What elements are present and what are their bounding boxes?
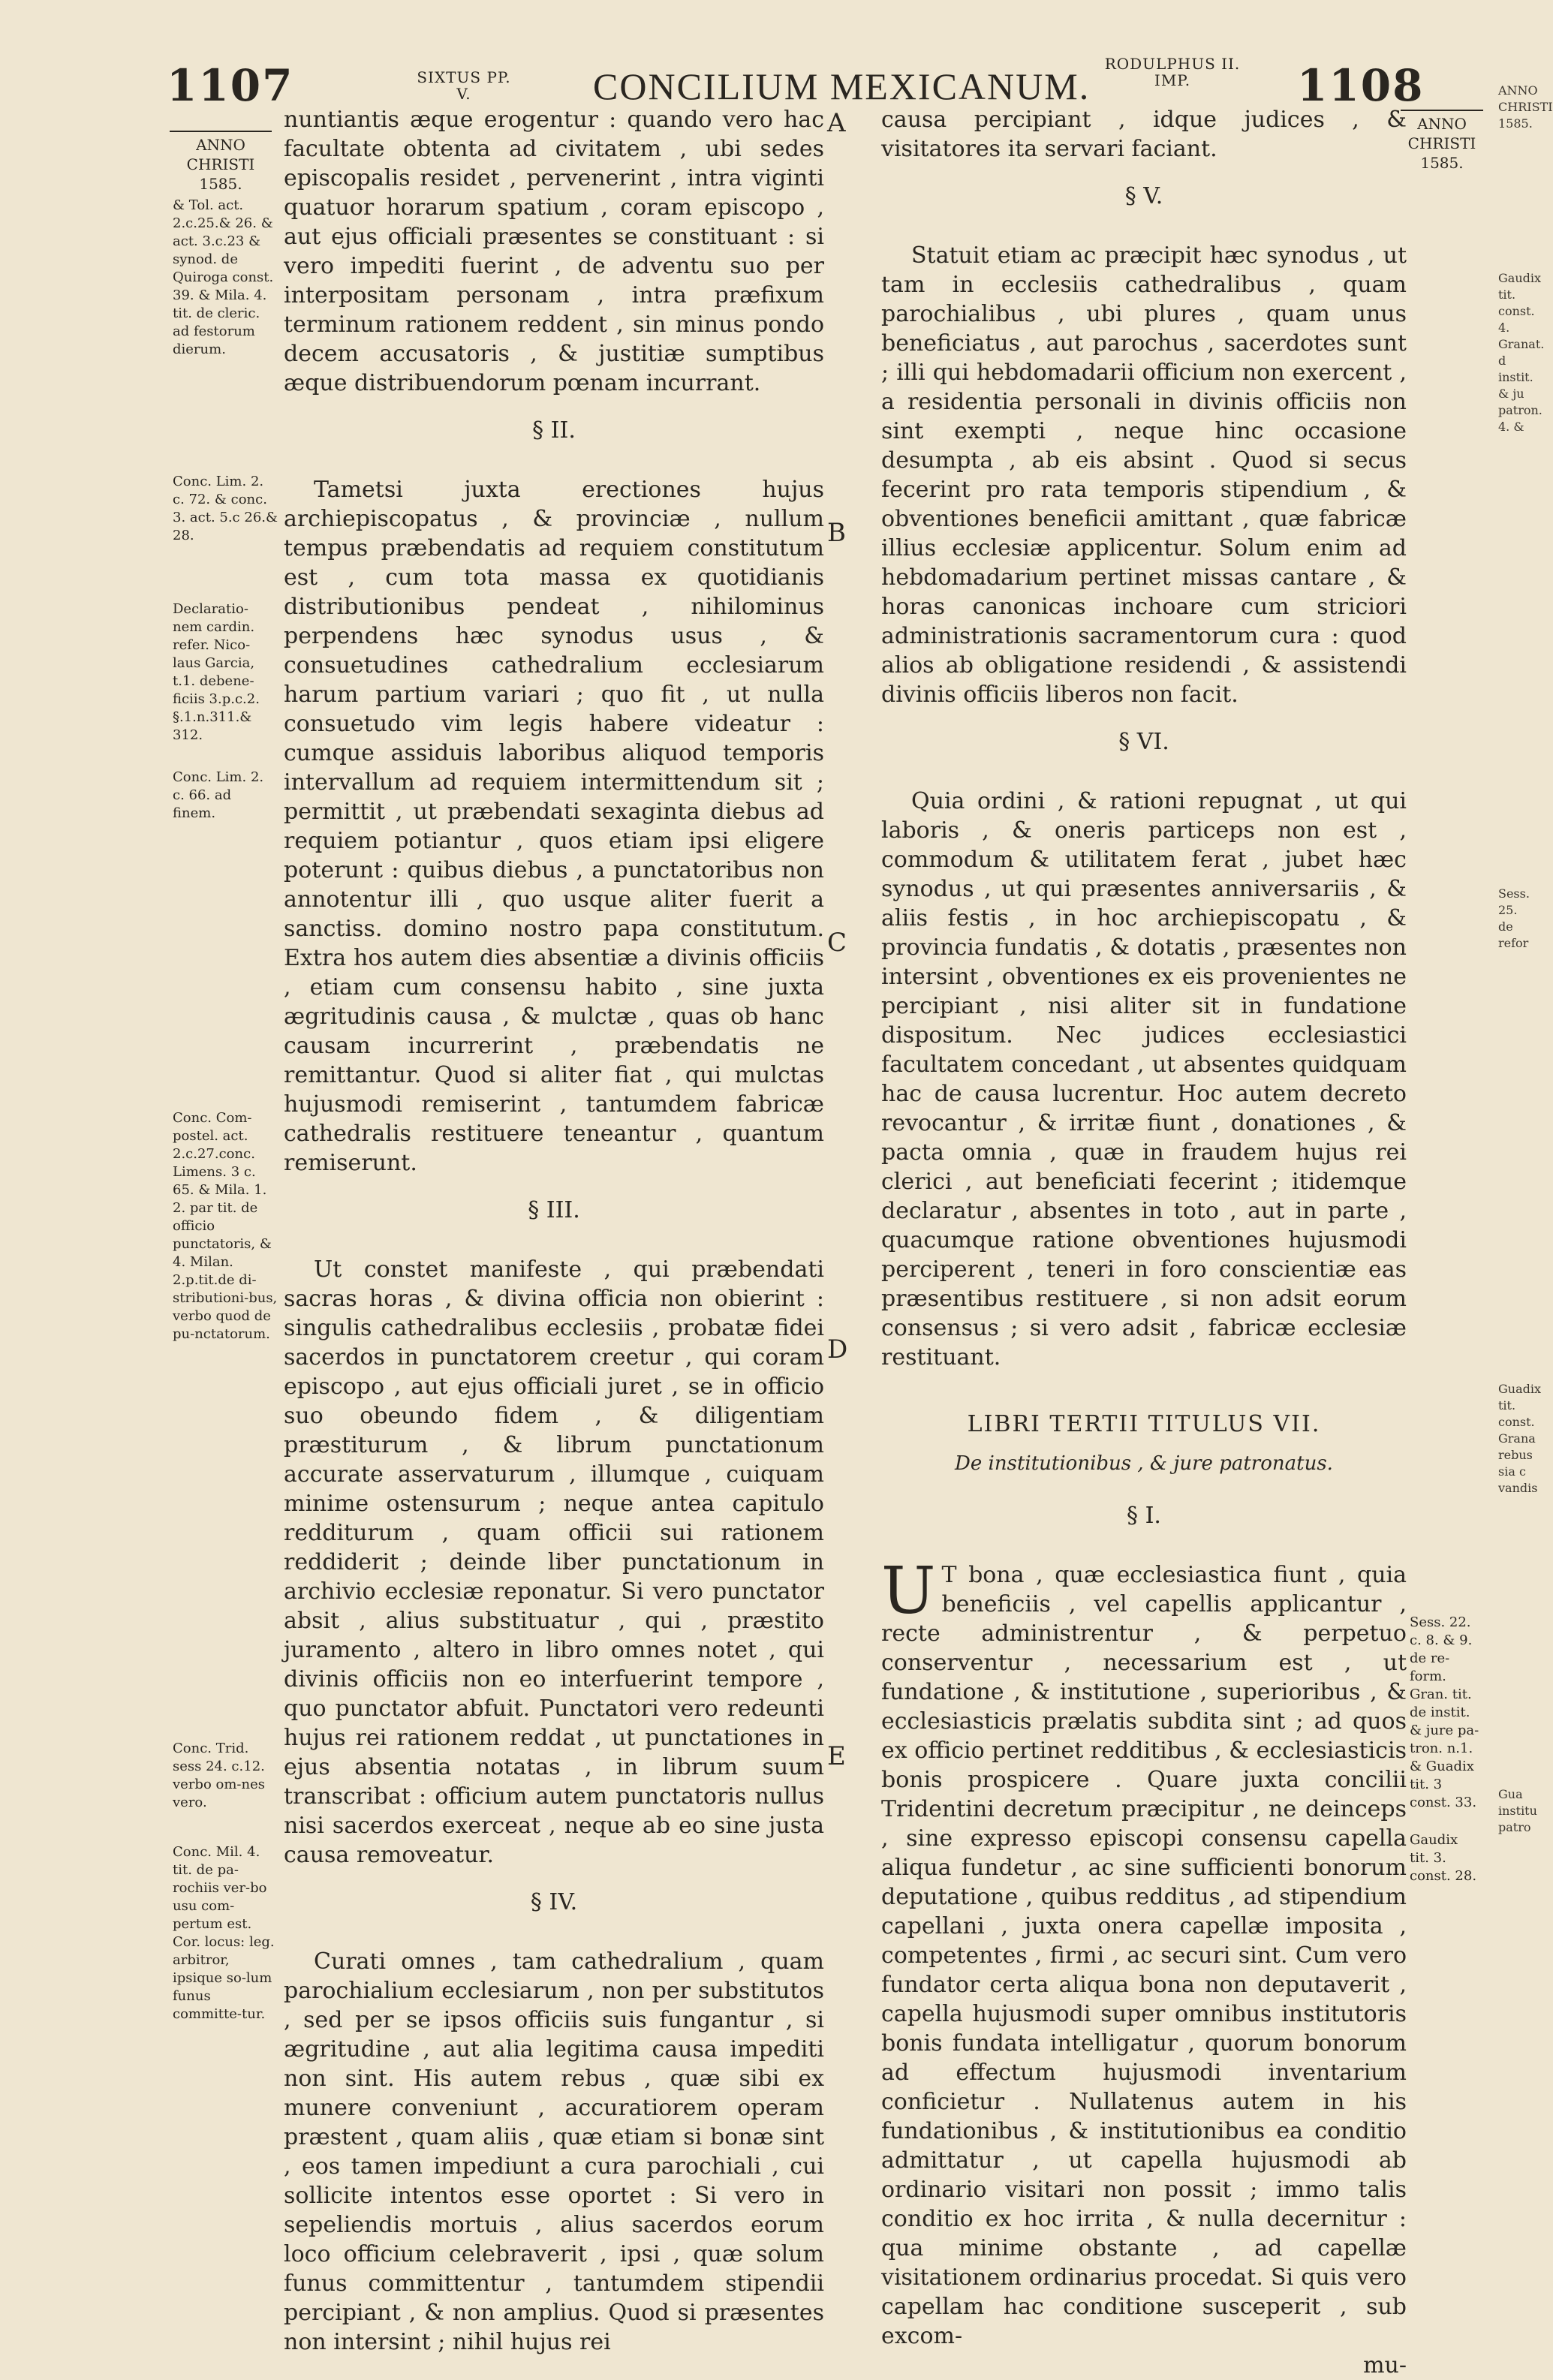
section-letter: E [827, 1741, 846, 1771]
margin-note: Declaratio-nem cardin. refer. Nico-laus Garcia, t.1. debene-ficiis 3.p.c.2. §.1.n.311.& 312. [173, 601, 260, 743]
paragraph: Statuit etiam ac præcipit hæc synodus , ut tam in ecclesiis cathedralibus , quam parochialibus , ubi plures , quam unus beneficiatus , aut parochus , sacerdotes sunt ; illi qui hebdomadarii officium non exercent , a residentia personali in divinis officiis non sint exempti , neque hinc occasione desumpta , ab eis absint . Quod si secus fecerint pro rata temporis stipendium , & obventiones beneficii amittant , quæ fabricæ illius ecclesiæ applicentur. Solum enim ad hebdomadarium pertinet missas cantare , & horas canonicas inchoare cum striciori administrationis sacramentorum cura : quod alios ab obligatione residendi , & assistendi divinis officiis liberos non facit. [881, 242, 1407, 708]
catchword: mu- [1363, 2352, 1407, 2378]
anno-year: 1585. [199, 175, 242, 193]
header-title: CONCILIUM MEXICANUM. [593, 65, 1091, 107]
margin-note: Sess. 22. c. 8. & 9. de re-form. Gran. tit. de instit. & jure pa-tron. n.1. & Guadix tit. 3 const. 33. [1410, 1614, 1479, 1810]
title-subheading: De institutionibus , & jure patronatus. [955, 1452, 1333, 1475]
paragraph: nuntiantis æque erogentur : quando vero hac facultate obtenta ad civitatem , ubi sedes episcopalis residet , pervenerint , intra viginti quatuor horarum spatium , coram episcopo , aut ejus officiali præsentes se constituant : si vero impediti fuerint , de adventu suo per interpositam personam , intra præfixum terminum rationem reddent , sin minus pondo decem accusatoris , & justitiæ sumptibus æque distribuendorum pœnam incurrant. [284, 107, 824, 396]
section-heading: § VI. [1118, 729, 1169, 755]
paragraph: Tametsi juxta erectiones hujus archiepiscopatus , & provinciæ , nullum tempus præbendatis ad requiem constitutum est , cum tota massa ex quotidianis distributionibus pendeat , nihilominus perpendens hæc synodus usus , & consuetudines cathedralium ecclesiarum harum partium variari ; quo fit , ut nulla consuetudo vim legis habere videatur : cumque assiduis laboribus aliquod temporis intervallum ad requiem intermittendum sit ; permittit , ut præbendati sexaginta diebus ad requiem potiantur , quos etiam ipsi eligere poterunt : quibus diebus , a punctatoribus non annotentur illi , quo usque aliter fuerit a sanctiss. domino nostro papa constitutum. Extra hos autem dies absentiæ a divinis officiis , etiam cum consensu habito , sine juxta ægritudinis causa , & mulctæ , quas ob hanc causam incurrerint , præbendatis ne remittantur. Quod si aliter fiat , qui mulctas hujusmodi remiserint , tantumdem fabricæ cathedralis restituere teneantur , quantum remiserunt. [284, 477, 824, 1176]
section-letter: C [827, 928, 847, 958]
anno-rule [170, 131, 272, 132]
edge-note: Guadix tit. const. Grana rebus sia c vandis [1498, 1382, 1542, 1495]
section-heading: § I. [1127, 1503, 1161, 1529]
paragraph: causa percipiant , idque judices , & visitatores ita servari faciant. [881, 107, 1407, 162]
paragraph [881, 1554, 1407, 2351]
margin-note: Conc. Lim. 2. c. 72. & conc. 3. act. 5.c 26.& 28. [173, 474, 278, 543]
edge-note: Gua institu patro [1498, 1787, 1537, 1834]
margin-note: Conc. Lim. 2. c. 66. ad finem. [173, 769, 264, 821]
margin-note: & Tol. act. 2.c.25.& 26. & act. 3.c.23 & synod. de Quiroga const. 39. & Mila. 4. tit. de cleric. ad festorum dierum. [173, 197, 274, 357]
header-emperor: RODULPHUS II. IMP. [1104, 55, 1241, 89]
section-heading: § III. [528, 1197, 580, 1223]
margin-note: Gaudix tit. 3. const. 28. [1410, 1832, 1477, 1884]
section-letter: A [827, 108, 846, 138]
anno-word: ANNO [1417, 115, 1467, 133]
section-letter: D [827, 1334, 848, 1365]
paragraph: Curati omnes , tam cathedralium , quam parochialium ecclesiarum , non per substitutos , sed per se ipsos officiis suis fungantur , si ægritudine , aut alia legitima causa impediti non sint. His autem rebus , quæ sibi ex munere conveniunt , accuratiorem operam præstent , quam aliis , quæ etiam si bonæ sint , eos tamen impediunt a cura parochiali , cui sollicite intentos esse oportet : Si vero in sepeliendis mortuis , alius sacerdos eorum loco officium celebraverit , ipsi , quæ solum funus committentur , tantumdem stipendii percipiant , & non amplius. Quod si præsentes non intersint ; nihil hujus rei [284, 1948, 824, 2355]
edge-note: Sess. 25. de refor [1498, 886, 1530, 950]
right-column [881, 105, 1407, 2380]
anno-christi-left [170, 131, 272, 194]
page-number-left: 1107 [167, 60, 294, 111]
anno-word: ANNO [196, 136, 245, 154]
title-heading: LIBRI TERTII TITULUS VII. [967, 1411, 1321, 1437]
header-pope: SIXTUS PP. V. [417, 68, 511, 103]
christi-word: CHRISTI [186, 155, 255, 173]
section-heading: § V. [1124, 183, 1163, 209]
margin-note: Conc. Com-postel. act. 2.c.27.conc. Limens. 3 c. 65. & Mila. 1. 2. par tit. de officio punctatoris, & 4. Milan. 2.p.tit.de di-stributioni-bus, verbo quod de pu-nctatorum. [173, 1110, 278, 1342]
page-number-right: 1108 [1297, 60, 1425, 111]
margin-note: Conc. Trid. sess 24. c.12. verbo om-nes vero. [173, 1741, 265, 1810]
christi-word: CHRISTI [1407, 134, 1476, 152]
edge-note: ANNO CHRISTI 1585. [1498, 83, 1553, 131]
left-column [284, 105, 824, 2357]
drop-cap: U [881, 1554, 936, 1629]
section-heading: § IV. [530, 1889, 578, 1915]
anno-year: 1585. [1420, 154, 1464, 172]
paragraph-text: T bona , quæ ecclesiastica fiunt , quia beneficiis , vel capellis applicantur , recte administrentur , & perpetuo conserventur , necessarium est , ut fundatione , & institutione , superioribus , & ecclesiasticis prælatis subdita sint ; ad quos ex officio pertinet redditibus , & ecclesiasticis bonis prospicere . Quare juxta concilii Tridentini decretum præcipitur , ne deinceps , sine expresso episcopi consensu capella aliqua fundetur , ac sine sufficienti bonorum deputatione , quibus redditus , ad stipendium capellani , juxta onera capellæ imposita , competentes , firmi , ac securi sint. Cum vero fundator certa aliqua bona non deputaverit , capella hujusmodi super omnibus institutoris bonis fundata intelligatur , quorum bonorum ad effectum hujusmodi inventarium conficietur . Nullatenus autem in his fundationibus , & institutionibus ea conditio admittatur , ut capella hujusmodi ab ordinario visitari non possit ; immo talis conditio ex hoc irrita , & nulla decernitur : qua minime obstante , ad capellæ visitationem ordinarius procedat. Si quis vero capellam hac conditione susceperit , sub excom- [881, 1562, 1407, 2349]
paragraph: Quia ordini , & rationi repugnat , ut qui laboris , & oneris particeps non est , commodum & utilitatem ferat , jubet hæc synodus , ut qui præsentes anniversariis , & aliis festis , in hoc archiepiscopatu , & provincia fundatis , & dotatis , præsentes non intersint , obventiones ex eis provenientes ne percipiant , nisi aliter sit in fundatione dispositum. Nec judices ecclesiastici facultatem concedant , ut absentes quidquam hac de causa lucrentur. Hoc autem decreto revocantur , & irritæ fiunt , donationes , & pacta omnia , quæ in fraudem hujus rei clerici , aut beneficiati fecerint ; itidemque declaratur , absentes in toto , aut in parte , quacumque ratione obventiones hujusmodi perciperent , teneri in foro conscientiæ eas præsentibus restituere , si non adsit eorum consensus ; si vero adsit , fabricæ ecclesiæ restituant. [881, 788, 1407, 1371]
anno-rule [1401, 110, 1483, 111]
section-heading: § II. [532, 417, 576, 444]
section-letter: B [827, 518, 846, 548]
margin-note: Conc. Mil. 4. tit. de pa-rochiis ver-bo usu com-pertum est. Cor. locus: leg. arbitror, ipsique so-lum funus committe-tur. [173, 1844, 275, 2022]
edge-note: Gaudix tit. const. 4. Granat. d instit. & ju patron. 4. & [1498, 271, 1545, 434]
anno-christi-right [1401, 110, 1483, 173]
paragraph: Ut constet manifeste , qui præbendati sacras horas , & divina officia non obierint : singulis cathedralibus ecclesiis , probatæ fidei sacerdos in punctatorem creetur , qui coram episcopo , aut ejus officiali juret , se in officio suo obeundo fidem , & diligentiam præstiturum , & librum punctationum accurate asservaturum , illumque , cuiquam minime ostensurum ; neque antea capitulo redditurum , quam officii sui rationem reddiderit ; deinde liber punctationum in archivio ecclesiæ reponatur. Si vero punctator absit , alius substituatur , qui , præstito juramento , altero in libro omnes notet , qui divinis officiis non eo interfuerint tempore , quo punctator abfuit. Punctatori vero redeunti hujus rei rationem reddat , ut punctationes in ejus absentia notatas , in librum suum transcribat : officium autem punctatoris nullus nisi sacerdos exerceat , neque ab eo sine justa causa removeatur. [284, 1256, 824, 1868]
